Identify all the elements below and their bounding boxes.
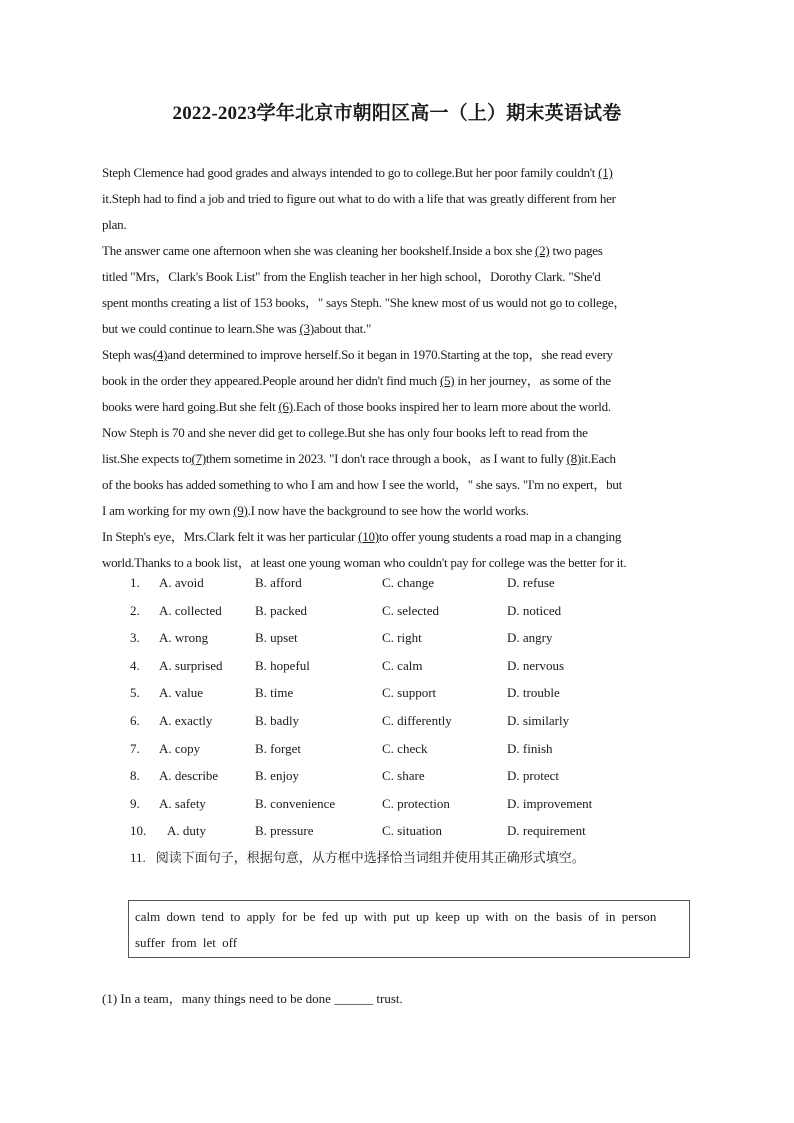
answer-options [102, 570, 702, 846]
option-a: A. wrong [159, 630, 209, 646]
question-row [102, 570, 702, 598]
blank-4: (4) [152, 347, 168, 362]
option-b: B. badly [255, 712, 300, 728]
option-d: D. finish [507, 740, 553, 756]
passage-text: The answer came one afternoon when she was cleaning her bookshelf.Inside a box she [102, 243, 536, 258]
passage-line: plan. [102, 217, 127, 232]
question-row [102, 791, 702, 819]
passage-text: in her journey，as some of the [454, 373, 611, 388]
option-c: C. protection [382, 795, 450, 811]
option-c: C. calm [382, 657, 423, 673]
question-number: 5. [130, 685, 140, 701]
question-number: 10. [130, 823, 147, 839]
passage-line: of the books has added something to who I am and how I see the world，" she says. "I'm no expert，but [102, 477, 623, 492]
question-number: 2. [130, 602, 140, 618]
option-d: D. trouble [507, 685, 560, 701]
option-d: D. similarly [507, 712, 570, 728]
option-b: B. packed [255, 602, 307, 618]
question-row [102, 653, 702, 681]
question-row [102, 680, 702, 708]
option-a: A. surprised [159, 657, 223, 673]
passage-line: spent months creating a list of 153 books，" says Steph. "She knew most of us would not go to college， [102, 295, 627, 310]
option-b: B. upset [255, 630, 298, 646]
option-c: C. change [382, 575, 434, 590]
blank-10: (10) [358, 529, 379, 544]
passage-text: I am working for my own [102, 503, 234, 518]
option-a: A. exactly [159, 712, 213, 728]
option-b: B. pressure [255, 823, 314, 839]
passage-line [102, 316, 694, 342]
passage-text: list.She expects to [102, 451, 192, 466]
blank-9: (9) [233, 503, 248, 518]
passage-line [102, 160, 694, 186]
passage-text: books were hard going.But she felt [102, 399, 279, 414]
question-number: 4. [130, 657, 140, 673]
passage-line [102, 524, 694, 550]
option-a: A. avoid [159, 575, 204, 590]
passage-text: book in the order they appeared.People around her didn't find much [102, 373, 440, 388]
page-title: 2022-2023学年北京市朝阳区高一（上）期末英语试卷 [172, 103, 622, 124]
option-d: D. noticed [507, 602, 562, 618]
passage-text: In Steph's eye，Mrs.Clark felt it was her particular [102, 529, 359, 544]
passage-text: it.Each [581, 451, 616, 466]
option-b: B. afford [255, 575, 302, 590]
blank-1: (1) [598, 165, 613, 180]
option-c: C. share [382, 768, 425, 784]
blank-6: (6) [278, 399, 293, 414]
passage-text: to offer young students a road map in a changing [378, 529, 622, 544]
question-11 [130, 847, 585, 866]
option-b: B. time [255, 685, 294, 701]
blank-7: (7) [191, 451, 206, 466]
question-number: 11. [130, 850, 146, 865]
question-number: 1. [130, 575, 140, 590]
option-a: A. copy [159, 740, 201, 756]
passage-line [102, 394, 694, 420]
passage-line [102, 368, 694, 394]
option-c: C. check [382, 740, 428, 756]
option-d: D. protect [507, 768, 559, 784]
blank-5: (5) [439, 373, 455, 388]
option-a: A. collected [159, 602, 222, 618]
phrase-box: calm down tend to apply for be fed up with put up keep up with on the basis of in person suffer from let off [128, 900, 690, 958]
question-number: 8. [130, 768, 140, 784]
option-c: C. support [382, 685, 437, 701]
question-number: 7. [130, 740, 140, 756]
question-row [102, 736, 702, 764]
passage-text: .I now have the background to see how the world works. [247, 503, 529, 518]
question-row [102, 763, 702, 791]
passage-text: them sometime in 2023. "I don't race through a book，as I want to fully [205, 451, 567, 466]
option-a: A. value [159, 685, 204, 701]
passage-line: Now Steph is 70 and she never did get to college.But she has only four books left to read from the [102, 425, 588, 440]
passage-line: it.Steph had to find a job and tried to figure out what to do with a life that was greatly different from her [102, 191, 616, 206]
option-c: C. right [382, 630, 422, 646]
blank-8: (8) [566, 451, 582, 466]
blank-3: (3) [299, 321, 314, 336]
passage-line [102, 498, 694, 524]
reading-passage [102, 160, 694, 576]
passage-text: and determined to improve herself.So it began in 1970.Starting at the top，she read every [167, 347, 613, 362]
passage-line: titled "Mrs，Clark's Book List" from the English teacher in her high school，Dorothy Clark. "She'd [102, 269, 601, 284]
option-a: A. safety [159, 795, 206, 811]
passage-text: .Each of those books inspired her to learn more about the world. [292, 399, 611, 414]
question-row [102, 598, 702, 626]
passage-line: world.Thanks to a book list，at least one young woman who couldn't pay for college was the better for it. [102, 555, 627, 570]
option-d: D. angry [507, 630, 553, 646]
option-b: B. forget [255, 740, 301, 756]
option-d: D. nervous [507, 657, 565, 673]
option-d: D. refuse [507, 575, 555, 590]
option-d: D. requirement [507, 823, 586, 839]
passage-text: Steph was [102, 347, 153, 362]
option-b: B. convenience [255, 795, 336, 811]
blank-2: (2) [535, 243, 550, 258]
option-c: C. selected [382, 602, 440, 618]
option-a: A. describe [159, 768, 219, 784]
question-number: 6. [130, 712, 140, 728]
question-number: 3. [130, 630, 140, 646]
question-number: 9. [130, 795, 140, 811]
passage-text: two pages [549, 243, 603, 258]
option-c: C. situation [382, 823, 442, 839]
question-row [102, 708, 702, 736]
option-b: B. hopeful [255, 657, 310, 673]
passage-text: but we could continue to learn.She was [102, 321, 300, 336]
option-d: D. improvement [507, 795, 593, 811]
question-row [102, 625, 702, 653]
option-a: A. duty [167, 823, 206, 839]
passage-line [102, 238, 694, 264]
passage-text: Steph Clemence had good grades and always intended to go to college.But her poor family couldn't [102, 165, 599, 180]
passage-line [102, 342, 694, 368]
question-instruction: 阅读下面句子，根据句意，从方框中选择恰当词组并使用其正确形式填空。 [155, 851, 585, 866]
option-b: B. enjoy [255, 768, 300, 784]
option-c: C. differently [382, 712, 452, 728]
passage-line [102, 446, 694, 472]
passage-text: about that." [313, 321, 372, 336]
sub-question-1: (1) In a team，many things need to be done ______ trust. [102, 991, 403, 1006]
question-row [102, 818, 702, 846]
